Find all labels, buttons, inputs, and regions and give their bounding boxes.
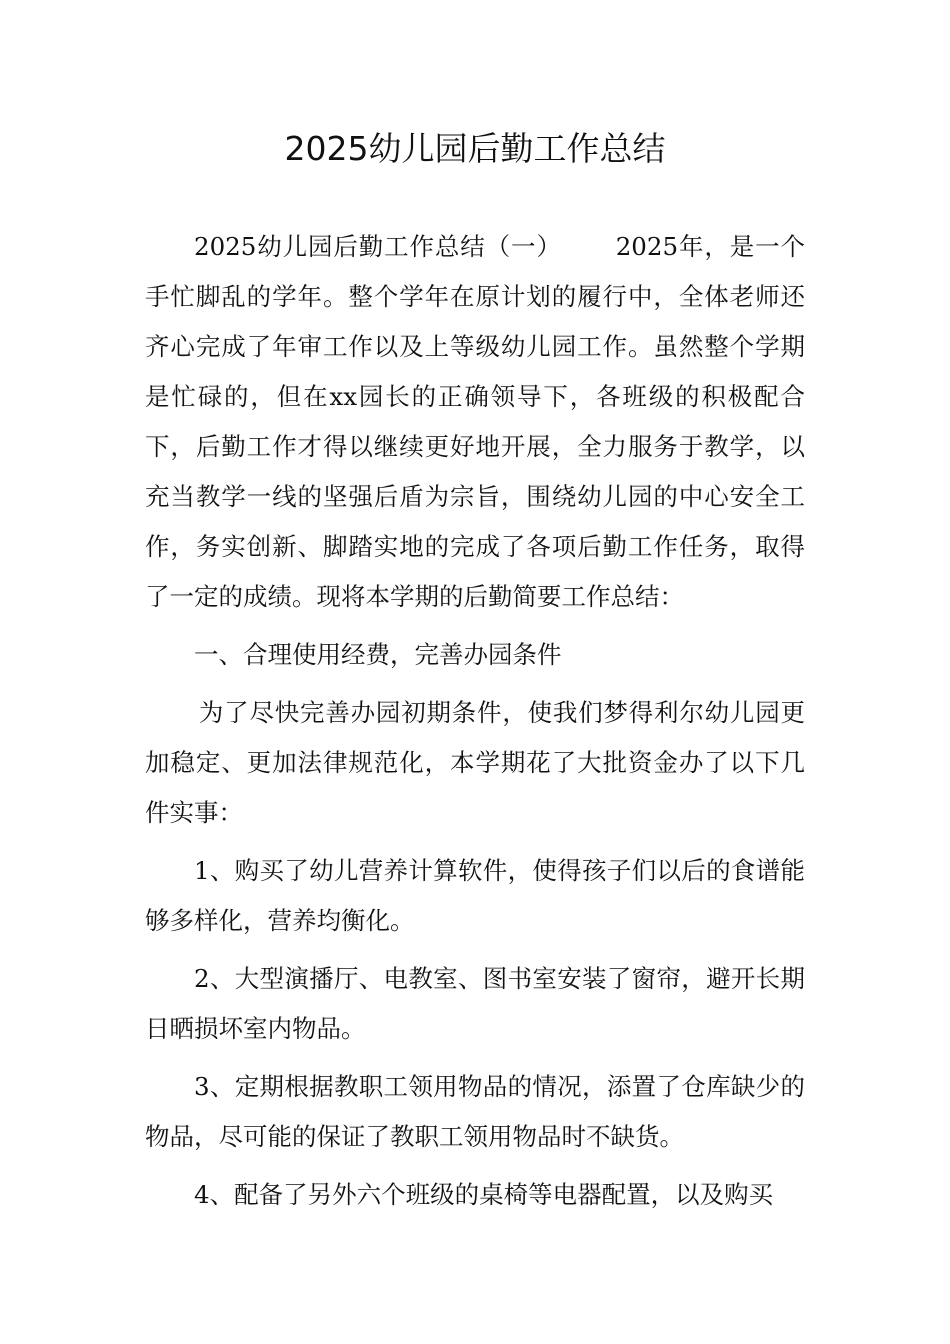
document-title: 2025幼儿园后勤工作总结 [284,129,666,168]
intro-subtitle: 2025幼儿园后勤工作总结（一） [194,232,562,261]
document-body [145,222,805,1228]
list-item: 1、购买了幼儿营养计算软件，使得孩子们以后的食谱能够多样化，营养均衡化。 [145,856,805,935]
list-item: 2、大型演播厅、电教室、图书室安装了窗帘，避开长期日晒损坏室内物品。 [145,964,805,1043]
list-item: 4、配备了另外六个班级的桌椅等电器配置，以及购买 [194,1180,774,1209]
intro-paragraph [145,222,805,622]
section-heading: 一、合理使用经费，完善办园条件 [194,640,562,669]
intro-text: 2025年，是一个手忙脚乱的学年。整个学年在原计划的履行中，全体老师还齐心完成了年审工作以及上等级幼儿园工作。虽然整个学期是忙碌的，但在xx园长的正确领导下，各班级的积极配合下，后勤工作才得以继续更好地开展，全力服务于教学，以充当教学一线的坚强后盾为宗旨，围绕幼儿园的中心安全工作，务实创新、脚踏实地的完成了各项后勤工作任务，取得了一定的成绩。现将本学期的后勤简要工作总结： [145,232,805,611]
section-lead-paragraph: 为了尽快完善办园初期条件，使我们梦得利尔幼儿园更加稳定、更加法律规范化，本学期花了大批资金办了以下几件实事： [145,698,805,827]
list-item: 3、定期根据教职工领用物品的情况，添置了仓库缺少的物品，尽可能的保证了教职工领用物品时不缺货。 [145,1072,805,1151]
